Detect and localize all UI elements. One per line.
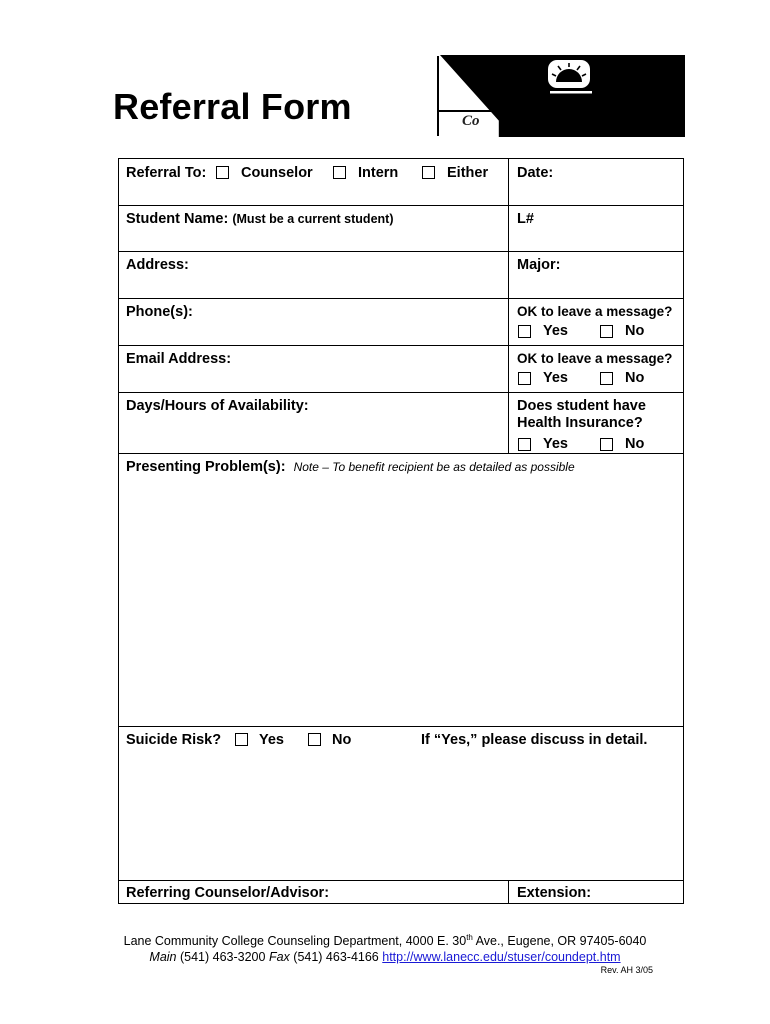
row-divider xyxy=(119,251,683,252)
phones-field[interactable]: Phone(s): xyxy=(126,304,193,320)
row-divider xyxy=(119,726,683,727)
counselor-checkbox[interactable] xyxy=(216,166,229,179)
student-name-field[interactable] xyxy=(126,211,393,227)
fax-label: Fax xyxy=(268,950,290,964)
presenting-problems-label: Presenting Problem(s): xyxy=(126,459,286,475)
footer-ordinal: th xyxy=(466,933,473,942)
presenting-problems-field[interactable] xyxy=(126,459,575,475)
referring-counselor-field[interactable]: Referring Counselor/Advisor: xyxy=(126,885,330,901)
website-link[interactable]: http://www.lanecc.edu/stuser/coundept.htm xyxy=(382,950,621,964)
logo-divider-vertical xyxy=(437,56,439,136)
insurance-yes-checkbox[interactable] xyxy=(518,438,531,451)
row-divider xyxy=(119,298,683,299)
insurance-yes-label: Yes xyxy=(543,436,568,452)
intern-label: Intern xyxy=(358,165,399,181)
insurance-no-checkbox[interactable] xyxy=(600,438,613,451)
extension-field[interactable]: Extension: xyxy=(517,885,592,901)
referral-to-label: Referral To: xyxy=(126,165,207,181)
logo-divider-horizontal xyxy=(437,110,497,112)
suicide-detail-instruction: If “Yes,” please discuss in detail. xyxy=(421,732,648,748)
email-message-no-checkbox[interactable] xyxy=(600,372,613,385)
insurance-question-line2: Health Insurance? xyxy=(517,415,643,431)
insurance-question-line1: Does student have xyxy=(517,398,646,414)
sunburst-logo-icon xyxy=(544,58,594,100)
either-label: Either xyxy=(447,165,489,181)
email-field[interactable]: Email Address: xyxy=(126,351,232,367)
fax-number: (541) 463-4166 xyxy=(293,950,379,964)
student-name-label: Student Name: xyxy=(126,211,229,227)
footer-address-part: Ave., Eugene, OR 97405-6040 xyxy=(472,934,647,949)
column-divider xyxy=(508,159,509,453)
phone-message-yes-label: Yes xyxy=(543,323,568,339)
email-message-no-label: No xyxy=(625,370,645,386)
phone-message-no-checkbox[interactable] xyxy=(600,325,613,338)
row-divider xyxy=(119,392,683,393)
revision-note: Rev. AH 3/05 xyxy=(600,965,653,975)
footer-contact xyxy=(0,950,770,964)
phone-message-yes-checkbox[interactable] xyxy=(518,325,531,338)
column-divider xyxy=(508,880,509,904)
referral-form xyxy=(118,158,684,904)
date-field[interactable]: Date: xyxy=(517,165,554,181)
main-phone: (541) 463-3200 xyxy=(179,950,266,964)
availability-field[interactable]: Days/Hours of Availability: xyxy=(126,398,309,414)
ok-message-email-label: OK to leave a message? xyxy=(517,351,673,366)
student-name-note: (Must be a current student) xyxy=(232,212,394,226)
phone-message-no-label: No xyxy=(625,323,645,339)
main-phone-label: Main xyxy=(149,950,177,964)
row-divider xyxy=(119,345,683,346)
major-field[interactable]: Major: xyxy=(517,257,561,273)
suicide-risk-no-label: No xyxy=(332,732,352,748)
logo-text: Co xyxy=(462,113,480,129)
row-divider xyxy=(119,453,683,454)
insurance-no-label: No xyxy=(625,436,645,452)
suicide-risk-yes-checkbox[interactable] xyxy=(235,733,248,746)
l-number-field[interactable]: L# xyxy=(517,211,534,227)
page-title: Referral Form xyxy=(113,86,352,127)
either-checkbox[interactable] xyxy=(422,166,435,179)
footer-address xyxy=(0,933,770,948)
email-message-yes-checkbox[interactable] xyxy=(518,372,531,385)
presenting-problems-note: Note – To benefit recipient be as detailed as possible xyxy=(293,460,575,474)
address-field[interactable]: Address: xyxy=(126,257,189,273)
ok-message-phone-label: OK to leave a message? xyxy=(517,304,673,319)
suicide-risk-no-checkbox[interactable] xyxy=(308,733,321,746)
counselor-label: Counselor xyxy=(241,165,313,181)
row-divider xyxy=(119,205,683,206)
row-divider xyxy=(119,880,683,881)
footer-address-part: Lane Community College Counseling Department, 4000 E. 30 xyxy=(123,934,467,949)
suicide-risk-yes-label: Yes xyxy=(259,732,284,748)
email-message-yes-label: Yes xyxy=(543,370,568,386)
intern-checkbox[interactable] xyxy=(333,166,346,179)
suicide-risk-label: Suicide Risk? xyxy=(126,732,222,748)
